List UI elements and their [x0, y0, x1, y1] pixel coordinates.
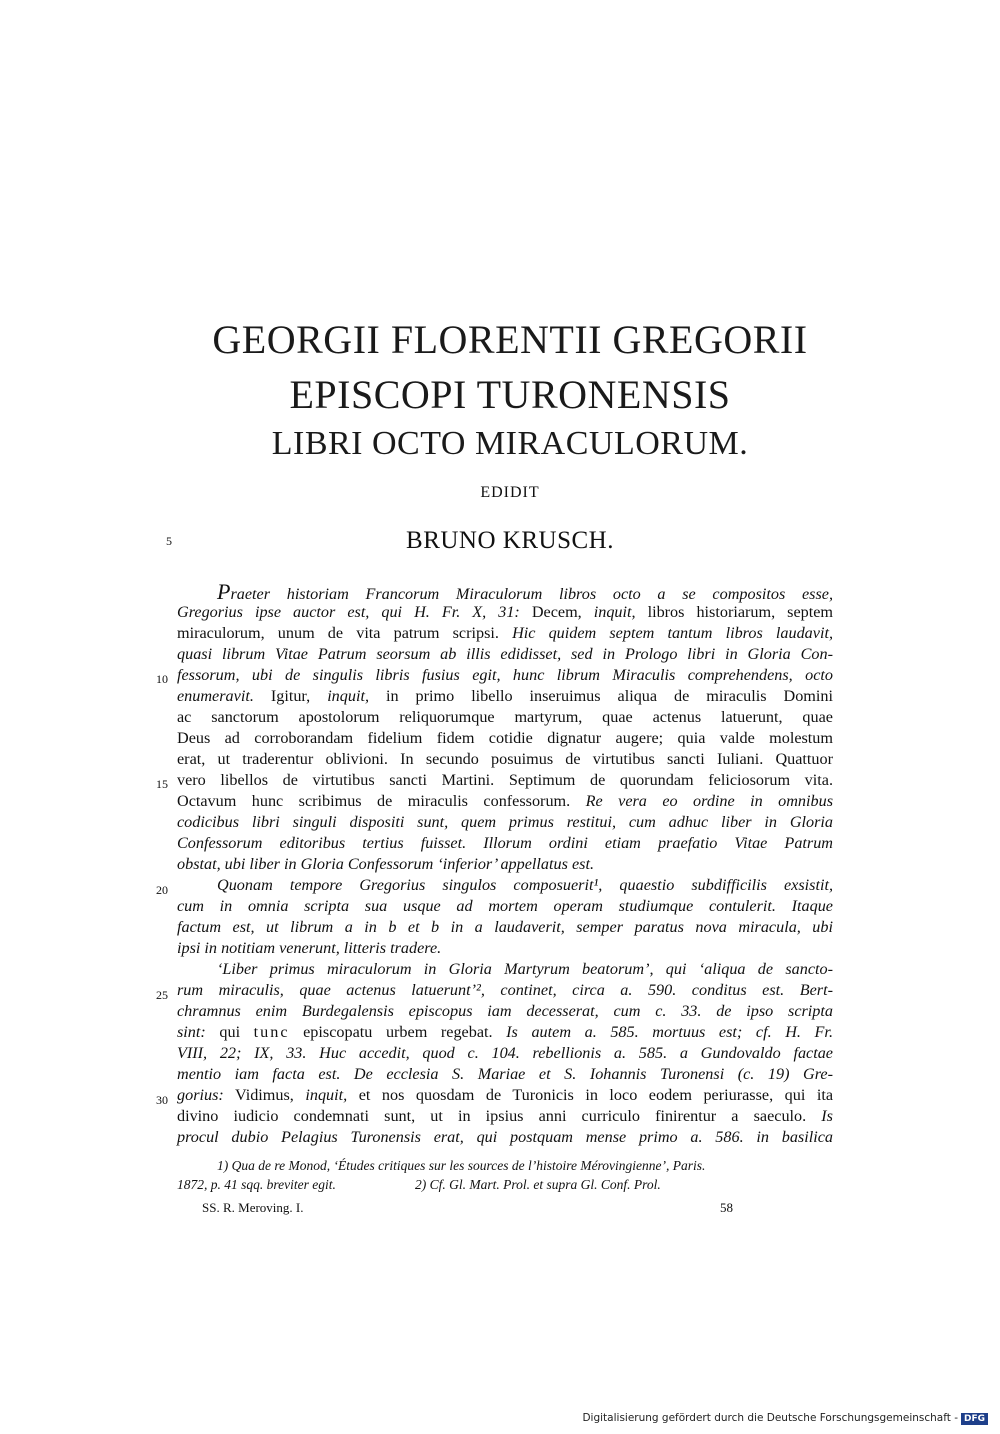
text-line-22: sint: qui tunc episcopatu urbem regebat. Is autem a. 585. mortuus est; cf. H. Fr.: [177, 1023, 833, 1041]
text-line-25: gorius: Vidimus, inquit, et nos quosdam de Turonicis in loco eodem periurasse, qui ita: [177, 1086, 834, 1104]
text-line-21: chramnus enim Burdegalensis episcopus iam decesserat, cum c. 33. de ipso scripta: [177, 1002, 833, 1020]
text-line-27: procul dubio Pelagius Turonensis erat, qui postquam mense primo a. 586. in basilica: [177, 1128, 833, 1146]
text-line-11: Octavum hunc scribimus de miraculis confessorum. Re vera eo ordine in omnibus: [177, 792, 834, 810]
text-line-23: VIII, 22; IX, 33. Huc accedit, quod c. 104. rebellionis a. 585. a Gundovaldo factae: [177, 1044, 833, 1062]
line-number-20: 20: [156, 883, 168, 897]
footnote-1-continued: 1872, p. 41 sqq. breviter egit.: [177, 1177, 336, 1192]
text-line-15: Quonam tempore Gregorius singulos composuerit¹, quaestio subdifficilis exsistit,: [217, 876, 833, 894]
line-number-5: 5: [166, 534, 172, 548]
text-line-18: ipsi in notitiam venerunt, litteris tradere.: [177, 939, 442, 957]
footnote-2: 2) Cf. Gl. Mart. Prol. et supra Gl. Conf. Prol.: [415, 1177, 661, 1192]
text-line-3: miraculorum, unum de vita patrum scripsi. Hic quidem septem tantum libros laudavit,: [177, 624, 833, 642]
text-line-13: Confessorum editoribus tertius fuisset. Illorum ordini etiam praefatio Vitae Patrum: [177, 834, 833, 852]
text-line-26: divino iudicio condemnati sunt, ut in ipsius anni curriculo finirentur a saeculo. Is: [177, 1107, 833, 1125]
edidit-label: EDIDIT: [480, 484, 540, 501]
text-line-1: Praeter historiam Francorum Miraculorum libros octo a se compositos esse,: [217, 579, 833, 604]
title-line-1: GEORGII FLORENTII GREGORII: [212, 317, 808, 362]
text-line-17: factum est, ut librum a in b et b in a laudaverit, semper paratus nova miracula, ubi: [177, 918, 833, 936]
text-line-12: codicibus libri singuli dispositi sunt, quem primus restitui, cum adhuc liber in Gloria: [177, 813, 833, 831]
dfg-funding-notice: Digitalisierung gefördert durch die Deutsche Forschungsgemeinschaft - DFG: [582, 1412, 988, 1425]
editor-name: BRUNO KRUSCH.: [406, 527, 614, 554]
footnote-1: 1) Qua de re Monod, ‘Études critiques sur les sources de l’histoire Mérovingienne’, Paris.: [217, 1158, 706, 1173]
text-line-2: Gregorius ipse auctor est, qui H. Fr. X, 31: Decem, inquit, libros historiarum, septem: [177, 603, 834, 621]
text-line-5: fessorum, ubi de singulis libris fusius egit, hunc librum Miraculis comprehendens, octo: [177, 666, 833, 684]
dfg-logo: DFG: [961, 1413, 988, 1425]
line-number-15: 15: [156, 777, 168, 791]
line-number-25: 25: [156, 988, 168, 1002]
page-number: 58: [720, 1200, 733, 1215]
title-line-3: LIBRI OCTO MIRACULORUM.: [271, 425, 749, 462]
text-line-7: ac sanctorum apostolorum reliquorumque martyrum, quae actenus latuerunt, quae: [177, 708, 833, 726]
text-line-9: erat, ut traderentur oblivioni. In secundo posuimus de virtutibus sancti Iuliani. Quattuor: [177, 750, 833, 768]
text-line-24: mentio iam facta est. De ecclesia S. Mariae et S. Iohannis Turonensi (c. 19) Gre-: [177, 1065, 833, 1083]
title-line-2: EPISCOPI TURONENSIS: [289, 372, 731, 417]
line-number-30: 30: [156, 1093, 168, 1107]
text-line-19: ‘Liber primus miraculorum in Gloria Martyrum beatorum’, qui ‘aliqua de sancto-: [217, 960, 833, 978]
line-number-10: 10: [156, 672, 168, 686]
drop-initial: P: [217, 579, 231, 604]
text-line-20: rum miraculis, quae actenus latuerunt’², continet, circa a. 590. conditus est. Bert-: [177, 981, 833, 999]
text-line-16: cum in omnia scripta sua usque ad mortem operam studiumque contulerit. Itaque: [177, 897, 833, 915]
text-line-8: Deus ad corroborandam fidelium fidem cotidie dignatur augere; quia valde molestum: [177, 729, 833, 747]
text-line-14: obstat, ubi liber in Gloria Confessorum ‘inferior’ appellatus est.: [177, 855, 594, 873]
text-line-4: quasi librum Vitae Patrum seorsum ab illis edidisset, sed in Prologo libri in Gloria Con-: [177, 645, 833, 663]
text-line-10: vero libellos de virtutibus sancti Martini. Septimum de quorundam feliciosorum vita.: [177, 771, 833, 789]
text-line-6: enumeravit. Igitur, inquit, in primo libello inseruimus aliqua de miraculis Domini: [177, 687, 833, 705]
signature-mark: SS. R. Meroving. I.: [202, 1200, 304, 1215]
